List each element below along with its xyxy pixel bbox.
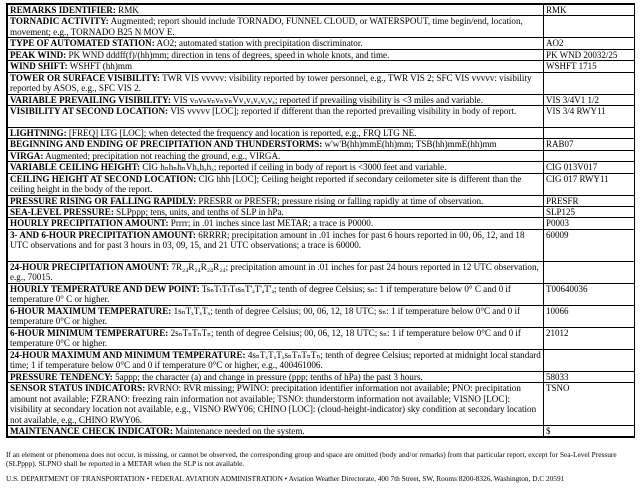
table-row <box>8 195 635 206</box>
remark-description <box>8 150 544 161</box>
table-footnote: If an element or phenomena does not occur, is missing, or cannot be observed, the corresponding group and space are omitted (body and/or remarks) from that particular report, except for Sea-Level Pressure (SLPppp). SLPNO shall be reported in a METAR when the SLP is not available. <box>6 450 617 468</box>
table-row <box>8 72 635 94</box>
remark-example: PRESFR <box>544 195 635 206</box>
remark-text: CIG hhh [LOC]; Ceiling height reported if secondary ceilometer site is different than the ceiling height in the body of the report. <box>10 173 522 195</box>
remark-text: [FREQ] LTG [LOC]; when detected the frequency and location is reported, e.g., FRQ LTG NE. <box>68 128 417 139</box>
remark-title: TORNADIC ACTIVITY: <box>10 16 109 27</box>
remark-description <box>8 218 544 229</box>
remark-text: Maintenance needed on the system. <box>175 425 305 436</box>
remark-example: RAB07 <box>544 139 635 150</box>
remark-example <box>544 72 635 94</box>
remark-title: SEA-LEVEL PRESSURE: <box>10 207 114 218</box>
remark-description <box>8 5 544 16</box>
remark-description <box>8 383 544 426</box>
remark-example: 21012 <box>544 327 635 349</box>
table-row <box>8 150 635 161</box>
remark-description <box>8 229 544 261</box>
remark-description <box>8 371 544 382</box>
remark-text: PRESRR or PRESFR; pressure rising or falling rapidly at time of observation. <box>198 195 484 206</box>
remark-title: VIRGA: <box>10 150 44 161</box>
remark-example <box>544 128 635 139</box>
remark-example <box>544 150 635 161</box>
remark-text: RMK <box>118 5 139 15</box>
remark-example: T00640036 <box>544 283 635 305</box>
remark-example: $ <box>544 425 635 436</box>
remark-text: CIG hₙhₙhₙVhₓhₓhₓ; reported if ceiling in body of report is <3000 feet and variable. <box>142 162 447 173</box>
remark-description <box>8 283 544 305</box>
remark-description <box>8 305 544 327</box>
table-row <box>8 38 635 49</box>
table-row <box>8 16 635 38</box>
table-row <box>8 128 635 139</box>
remark-text: 1sₙTₓTₓTₓ; tenth of degree Celsius; 00, 06, 12, 18 UTC; sₙ: 1 if temperature below 0°C and 0 if temperature 0°C or higher. <box>10 305 521 327</box>
remark-text: VIS vvvvv [LOC]; reported if different than the reported prevailing visibility in body of report. <box>170 106 517 117</box>
remark-title: MAINTENANCE CHECK INDICATOR: <box>10 425 173 436</box>
remark-title: 3- AND 6-HOUR PRECIPITATION AMOUNT: <box>10 229 196 240</box>
remark-text: 4sₙTₓTₓTₓsₙTₙTₙTₙ; tenth of degree Celsius; reported at midnight local standard time; 1 if temperature below 0°C and 0 if temperature 0°C or higher, e.g., 400461006. <box>10 349 541 371</box>
remark-description <box>8 425 544 436</box>
remark-title: REMARKS IDENTIFIER: <box>10 5 116 15</box>
remark-text: SLPppp; tens, units, and tenths of SLP in hPa. <box>116 207 284 218</box>
remark-title: HOURLY TEMPERATURE AND DEW POINT: <box>10 283 200 294</box>
remark-title: PRESSURE TENDENCY: <box>10 371 113 382</box>
remark-example: CIG 013V017 <box>544 162 635 173</box>
remark-description <box>8 72 544 94</box>
remark-example: P0003 <box>544 218 635 229</box>
remark-text: PK WND dddff(f)/(hh)mm; direction in tens of degrees, speed in whole knots, and time. <box>68 49 390 60</box>
remark-title: SENSOR STATUS INDICATORS: <box>10 383 146 394</box>
remark-description <box>8 195 544 206</box>
remark-title: VARIABLE CEILING HEIGHT: <box>10 162 141 173</box>
remark-text: Prrrr; in .01 inches since last METAR; a trace is P0000. <box>170 218 374 229</box>
remark-title: 6-HOUR MINIMUM TEMPERATURE: <box>10 327 169 338</box>
table-row <box>8 383 635 426</box>
table-row <box>8 218 635 229</box>
table-row <box>8 207 635 218</box>
table-row <box>8 327 635 349</box>
remark-title: BEGINNING AND ENDING OF PRECIPITATION AND THUNDERSTORMS: <box>10 139 323 150</box>
remark-text: 7R₂₄R₂₄R₂₄R₂₄; precipitation amount in .01 inches for past 24 hours reported in 12 UTC observation, e.g., 70015. <box>10 261 539 283</box>
remark-text: Augmented; precipitation not reaching the ground, e.g., VIRGA. <box>45 150 281 161</box>
remark-description <box>8 38 544 49</box>
table-row <box>8 261 635 283</box>
remark-title: 24-HOUR MAXIMUM AND MINIMUM TEMPERATURE: <box>10 349 246 360</box>
remark-example: VIS 3/4V1 1/2 <box>544 94 635 105</box>
remark-title: WIND SHIFT: <box>10 61 68 72</box>
remark-text: 6RRRR; precipitation amount in .01 inches for past 6 hours reported in 00, 06, 12, and 18 UTC observations and for past 3 hours in 03, 09, 15, and 21 UTC observations; a trace is 60000. <box>10 229 525 251</box>
remark-example: PK WND 20032/25 <box>544 49 635 60</box>
remark-text: 2sₙTₙTₙTₙ; tenth of degree Celsius; 00, 06, 12, 18 UTC; sₙ: 1 if temperature below 0°C and 0 if temperature 0°C or higher. <box>10 327 521 349</box>
remark-text: Augmented; report should include TORNADO, FUNNEL CLOUD, or WATERSPOUT, time begin/end, location, movement; e.g., TORNADO B25 N MOV E. <box>10 16 523 37</box>
remark-example <box>544 349 635 371</box>
remark-description <box>8 173 544 195</box>
remark-text: WSHFT (hh)mm <box>69 61 133 72</box>
remark-description <box>8 349 544 371</box>
remark-example: 60009 <box>544 229 635 261</box>
remark-description <box>8 327 544 349</box>
table-row <box>8 349 635 371</box>
table-row <box>8 49 635 60</box>
remark-title: TOWER OR SURFACE VISIBILITY: <box>10 72 161 83</box>
remark-description <box>8 106 544 128</box>
remark-example <box>544 261 635 283</box>
remark-title: TYPE OF AUTOMATED STATION: <box>10 38 155 49</box>
remark-title: 24-HOUR PRECIPITATION AMOUNT: <box>10 261 170 272</box>
remark-text: w'w'B(hh)mmE(hh)mm; TSB(hh)mmE(hh)mm <box>324 139 497 150</box>
remark-example: 58033 <box>544 371 635 382</box>
remark-example: CIG 017 RWY11 <box>544 173 635 195</box>
remark-description <box>8 61 544 72</box>
metar-remarks-table-frame <box>6 3 635 438</box>
remark-text: TWR VIS vvvvv: visibility reported by tower personnel, e.g., TWR VIS 2; SFC VIS vvvvv: visibility reported by ASOS, e.g., SFC VIS 2. <box>10 72 532 94</box>
table-row <box>8 106 635 128</box>
remark-example: AO2 <box>544 38 635 49</box>
remark-description <box>8 139 544 150</box>
table-row <box>8 139 635 150</box>
table-row <box>8 61 635 72</box>
remark-title: LIGHTNING: <box>10 128 67 139</box>
remark-example: SLP125 <box>544 207 635 218</box>
table-row <box>8 425 635 436</box>
remark-title: HOURLY PRECIPITATION AMOUNT: <box>10 218 169 229</box>
remark-description <box>8 128 544 139</box>
remark-example: 10066 <box>544 305 635 327</box>
remark-description <box>8 94 544 105</box>
table-row <box>8 173 635 195</box>
remark-description <box>8 162 544 173</box>
remark-title: VISIBILITY AT SECOND LOCATION: <box>10 106 169 117</box>
table-row <box>8 94 635 105</box>
publisher-footer: U.S. DEPARTMENT OF TRANSPORTATION • FEDERAL AVIATION ADMINISTRATION • Aviation Weather Directorate, 400 7th Street, SW, Rooms 8200-8326, Washington, D.C 20591 <box>6 474 565 483</box>
remark-text: 5appp; the character (a) and change in pressure (ppp; tenths of hPa) the past 3 hours. <box>115 371 423 382</box>
remark-example: RMK <box>544 5 635 16</box>
remark-example: VIS 3/4 RWY11 <box>544 106 635 128</box>
remark-description <box>8 207 544 218</box>
remark-example: WSHFT 1715 <box>544 61 635 72</box>
table-row <box>8 305 635 327</box>
remark-title: PRESSURE RISING OR FALLING RAPIDLY: <box>10 195 197 206</box>
metar-remarks-table <box>7 4 635 437</box>
remark-title: PEAK WIND: <box>10 49 67 60</box>
remark-title: CEILING HEIGHT AT SECOND LOCATION: <box>10 173 197 184</box>
remark-example <box>544 16 635 38</box>
table-row <box>8 162 635 173</box>
remark-text: VIS vₙvₙvₙvₙvₙVvₓvₓvₓvₓvₓ; reported if prevailing visibility is <3 miles and variable. <box>173 94 483 105</box>
table-row <box>8 283 635 305</box>
remark-description <box>8 261 544 283</box>
remark-text: RVRNO: RVR missing; PWINO: precipitation identifier information not available; PNO: precipitation amount not available; FZRANO: freezing rain information not available; TSNO: thunderstorm information not available; VISNO [LOC]: visibility at secondary location not available, e.g., VISNO RWY06; CHINO [LOC]: (cloud-height-indicator) sky condition at secondary location not available, e.g., CHINO RWY06. <box>10 383 537 425</box>
remark-title: 6-HOUR MAXIMUM TEMPERATURE: <box>10 305 172 316</box>
remark-description <box>8 16 544 38</box>
remark-text: TsₙTₜTₜTₜsₙT'ₐT'ₐT'ₐ; tenth of degree Celsius; sₙ: 1 if temperature below 0° C and 0 if temperature 0° C or higher. <box>10 283 511 305</box>
table-row <box>8 229 635 261</box>
remark-text: AO2; automated station with precipitation discriminator. <box>156 38 363 49</box>
remark-example: TSNO <box>544 383 635 426</box>
table-row <box>8 371 635 382</box>
remark-description <box>8 49 544 60</box>
table-row <box>8 5 635 16</box>
remark-title: VARIABLE PREVAILING VISIBILITY: <box>10 94 171 105</box>
